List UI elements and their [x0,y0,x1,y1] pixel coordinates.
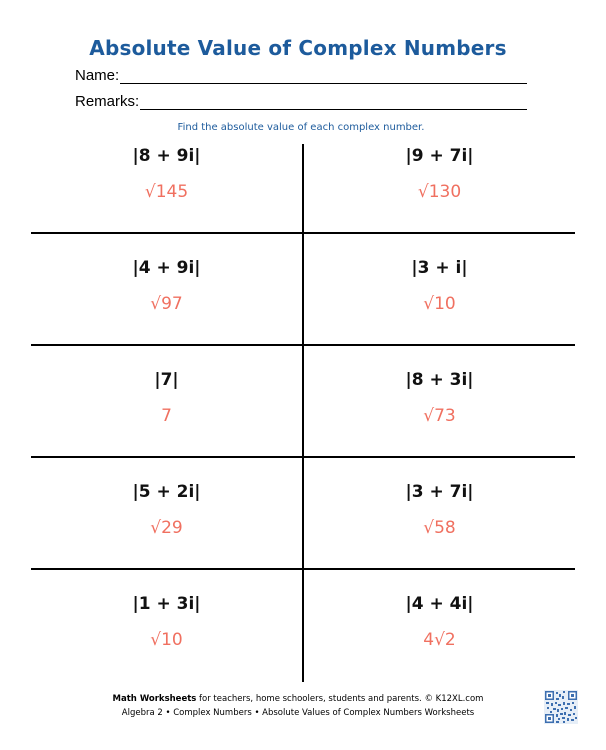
problem-expression: |4 + 9i| [132,258,201,278]
name-line[interactable] [120,69,527,84]
instructions: Find the absolute value of each complex number. [177,122,425,133]
problem-answer: 4√2 [423,630,456,650]
problem-expression: |7| [154,370,179,390]
problem-grid [31,144,575,682]
problem-cell [31,144,302,256]
problem-cell [304,256,575,368]
remarks-label: Remarks: [75,93,140,110]
problem-expression: |8 + 9i| [132,146,201,166]
problem-cell [304,368,575,480]
remarks-field[interactable] [75,90,527,110]
problem-expression: |3 + 7i| [405,482,474,502]
problem-answer: √73 [423,406,456,426]
problem-answer: √10 [423,294,456,314]
problem-expression: |8 + 3i| [405,370,474,390]
problem-expression: |9 + 7i| [405,146,474,166]
problem-cell [31,480,302,592]
problem-answer: 7 [161,406,172,426]
problem-answer: √10 [150,630,183,650]
footer-breadcrumb: Algebra 2 • Complex Numbers • Absolute Values of Complex Numbers Worksheets [121,708,475,718]
page-title: Absolute Value of Complex Numbers [89,36,507,60]
qr-code-icon[interactable] [544,690,578,724]
problem-cell [304,480,575,592]
problem-cell [31,592,302,704]
name-label: Name: [75,67,120,84]
problem-cell [31,256,302,368]
problem-answer: √29 [150,518,183,538]
problem-answer: √130 [417,182,462,202]
name-field[interactable] [75,64,527,84]
footer-brand[interactable]: Math Worksheets [112,694,197,704]
problem-cell [304,592,575,704]
problem-cell [304,144,575,256]
problem-expression: |5 + 2i| [132,482,201,502]
problem-expression: |1 + 3i| [132,594,201,614]
problem-expression: |4 + 4i| [405,594,474,614]
footer-credit [0,694,596,704]
problem-answer: √58 [423,518,456,538]
remarks-line[interactable] [140,95,527,110]
problem-expression: |3 + i| [411,258,468,278]
problem-answer: √145 [144,182,189,202]
problem-answer: √97 [150,294,183,314]
problem-cell [31,368,302,480]
footer-tagline: for teachers, home schoolers, students and parents. © K12XL.com [196,694,484,704]
